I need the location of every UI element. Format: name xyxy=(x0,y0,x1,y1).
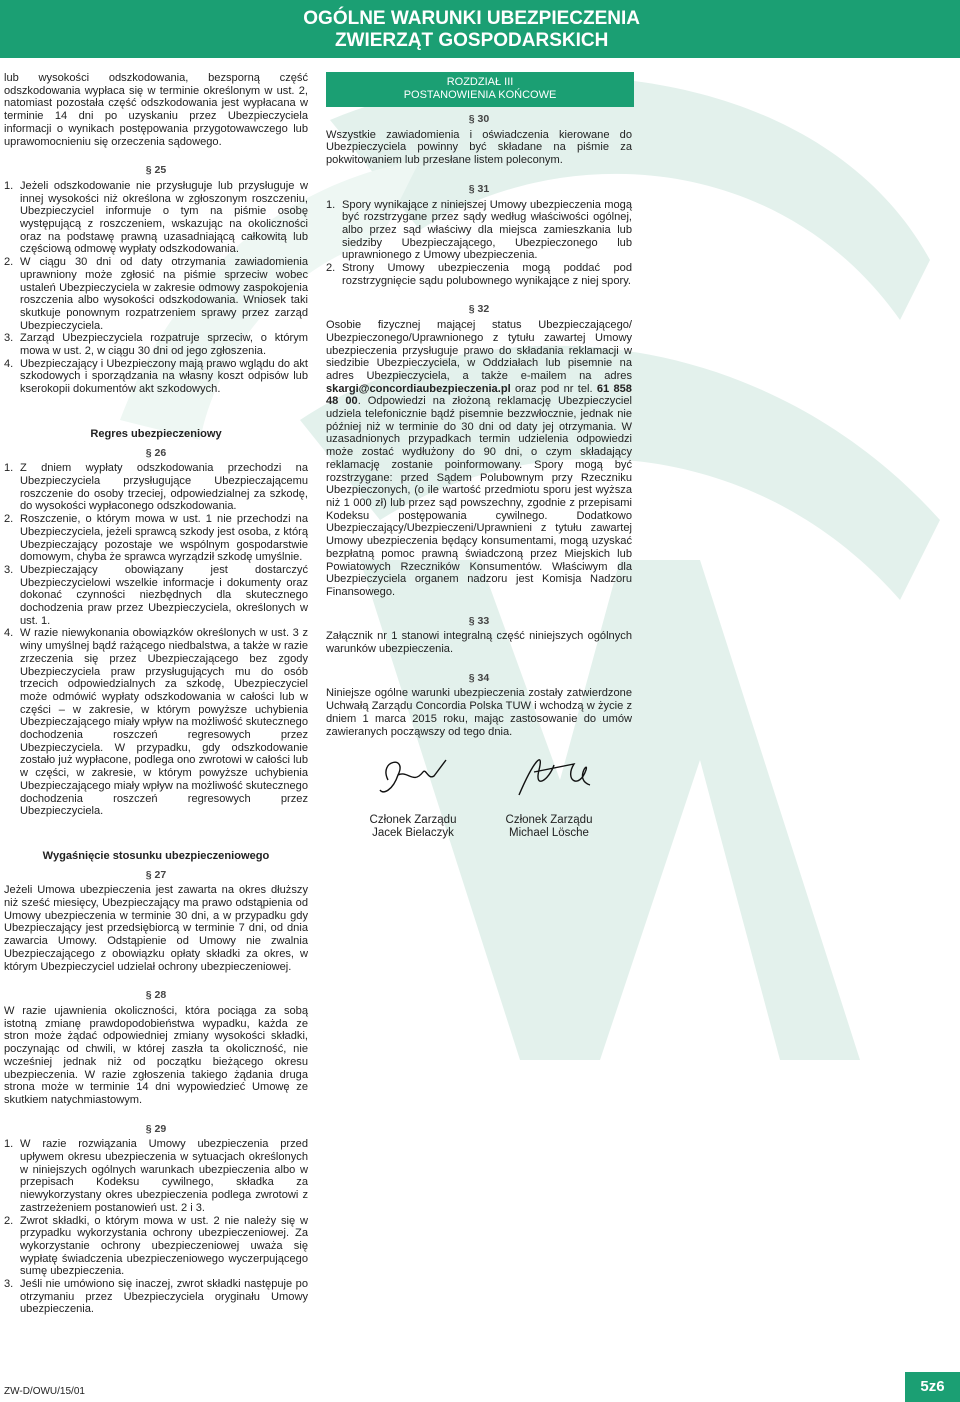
section-34-heading: § 34 xyxy=(468,671,490,684)
section-26-heading: § 26 xyxy=(145,446,167,459)
list-item: 2. Zwrot składki, o którym mowa w ust. 2 nie należy się w przypadku wykorzystania ochrony ubezpieczeniowej. Za wykorzystanie ochrony ubezpieczeniowej uważa się wypłatę świadczenia ubezpieczeniowego wyczerpującego sumę ubezpieczenia. xyxy=(4,1214,308,1278)
section-31-heading: § 31 xyxy=(468,182,490,195)
signature-block xyxy=(474,750,624,840)
wygasniecie-heading: Wygaśnięcie stosunku ubezpieczeniowego xyxy=(42,849,270,862)
document-code: ZW-D/OWU/15/01 xyxy=(4,1386,85,1397)
section-30-text: Wszystkie zawiadomienia i oświadczenia kierowane do Ubezpieczyciela powinny być składane na piśmie za pokwitowaniem lub przesłane listem poleconym. xyxy=(326,128,632,167)
list-item: 2. Strony Umowy ubezpieczenia mogą poddać pod rozstrzygnięcie sądu polubownego wynikające z niej spory. xyxy=(326,262,632,287)
list-item: 3. Zarząd Ubezpieczyciela rozpatruje sprzeciw, o którym mowa w ust. 2, w ciągu 30 dni od jego zgłoszenia. xyxy=(4,332,308,358)
list-item: 4. W razie niewykonania obowiązków określonych w ust. 3 z winy umyślnej bądź rażącego niedbalstwa, a także w razie zrzeczenia się przez Ubezpieczającego bez zgody Ubezpieczyciela praw przysługujących mu do osób trzecich odpowiedzialnych za szkodę, Ubezpieczyciel może odmówić wypłaty odszkodowania w całości lub w części – w zakresie, w którym powyższe uchybienia Ubezpieczającego miały wpływ na możliwość skutecznego dochodzenia roszczeń regresowych przez Ubezpieczyciela. W przypadku, gdy odszkodowanie zostało już wypłacone, podlega ono zwrotowi w całości lub w części, w zakresie, w którym powyższe uchybienia Ubezpieczającego miały wpływ na możliwość skutecznego dochodzenia roszczeń regresowych przez Ubezpieczyciela. xyxy=(4,627,308,818)
complaint-email[interactable]: skargi@concordiaubezpieczenia.pl xyxy=(326,382,511,395)
chapter-number: ROZDZIAŁ III xyxy=(446,76,514,88)
list-item: 1. Z dniem wypłaty odszkodowania przechodzi na Ubezpieczyciela przysługujące Ubezpieczającemu roszczenie do osoby trzeciej, odpowiedzialnej za szkodę, do wysokości wypłaconego odszkodowania. xyxy=(4,462,308,513)
section-33-text: Załącznik nr 1 stanowi integralną część niniejszych ogólnych warunków ubezpieczenia. xyxy=(326,630,632,656)
list-item: 3. Ubezpieczający obowiązany jest dostarczyć Ubezpieczycielowi wszelkie informacje i dokumenty oraz dokonać czynności niezbędnych dla skutecznego dochodzenia praw przez Ubezpieczyciela, określonych w ust. 1. xyxy=(4,563,308,627)
section-25-list xyxy=(4,180,308,396)
section-29-list xyxy=(4,1138,308,1316)
section-28-heading: § 28 xyxy=(145,989,167,1002)
section-30-heading: § 30 xyxy=(468,113,490,125)
signature-role: Członek Zarządu xyxy=(505,814,593,826)
list-item: 2. W ciągu 30 dni od daty otrzymania zawiadomienia uprawniony może zgłosić na piśmie sprzeciw wobec ustaleń Ubezpieczyciela w zakresie odmowy zaspokojenia roszczenia albo wysokości odszkodowania. Wniosek taki skutkuje ponownym rozpatrzeniem sprawy przez zarząd Ubezpieczyciela. xyxy=(4,256,308,332)
handwritten-signature-icon xyxy=(504,750,594,800)
title-line-1: OGÓLNE WARUNKI UBEZPIECZENIA xyxy=(303,8,640,29)
regres-heading: Regres ubezpieczeniowy xyxy=(90,427,222,440)
document-title xyxy=(303,8,640,52)
header-band xyxy=(0,0,960,58)
left-column xyxy=(4,72,308,1316)
list-item: 1. Jeżeli odszkodowanie nie przysługuje lub przysługuje w innej wysokości niż określona w zgłoszonym roszczeniu, Ubezpieczyciel informuje o tym na piśmie osobę występującą z roszczeniem, wskazując na okoliczności oraz na podstawę prawną uzasadniającą całkowitą lub częściową odmowę wypłaty odszkodowania. xyxy=(4,179,308,256)
chapter-box xyxy=(326,72,634,107)
section-29-heading: § 29 xyxy=(145,1122,167,1135)
section-26-list xyxy=(4,462,308,818)
signature-name: Michael Lösche xyxy=(509,827,589,839)
section-32-heading: § 32 xyxy=(468,303,490,316)
intro-paragraph: lub wysokości odszkodowania, bezsporną część odszkodowania wypłaca się w terminie określonym w ust. 2, natomiast pozostała część odszkodowania jest wypłacana w terminie 14 dni po uzyskaniu przez Ubezpieczyciela informacji o wynikach postępowania przygotowawczego lub uprawomocnieniu się orzeczenia sądowego. xyxy=(4,72,308,148)
section-34-text: Niniejsze ogólne warunki ubezpieczenia zostały zatwierdzone Uchwałą Zarządu Concordia Polska TUW i wchodzą w życie z dniem 1 marca 2015 roku, mając zastosowanie do umów zawieranych począwszy od tego dnia. xyxy=(326,687,632,738)
section-31-list xyxy=(326,199,632,288)
complaint-phone[interactable]: 61 858 48 00 xyxy=(326,382,632,408)
signature-name: Jacek Bielaczyk xyxy=(372,827,454,839)
list-item: 3. Jeśli nie umówiono się inaczej, zwrot składki następuje po otrzymaniu przez Ubezpieczyciela oryginału Umowy ubezpieczenia. xyxy=(4,1278,308,1316)
section-28-text: W razie ujawnienia okoliczności, która pociąga za sobą istotną zmianę prawdopodobieństwa wypadku, każda ze stron może żądać odpowiedniej zmiany wysokości składki, poczynając od chwili, w której zaszła ta okoliczność, nie wcześniej jednak niż od początku bieżącego okresu ubezpieczenia. W razie zgłoszenia takiego żądania druga strona może w terminie 14 dni wypowiedzieć Umowę ze skutkiem natychmiastowym. xyxy=(4,1005,308,1106)
page-number: 5z6 xyxy=(905,1372,960,1402)
section-25-heading: § 25 xyxy=(145,164,167,177)
section-33-heading: § 33 xyxy=(468,614,490,627)
section-27-heading: § 27 xyxy=(145,868,167,881)
list-item: 1. W razie rozwiązania Umowy ubezpieczenia przed upływem okresu ubezpieczenia w sytuacjach określonych w niniejszych ogólnych warunkach ubezpieczenia albo w przepisach Kodeksu cywilnego, składka za niewykorzystany okres ubezpieczenia podlega zwrotowi z zastrzeżeniem postanowień ust. 2 i 3. xyxy=(4,1138,308,1214)
signature-role: Członek Zarządu xyxy=(369,814,457,826)
signature-block xyxy=(338,750,488,840)
right-column xyxy=(326,72,632,738)
chapter-title: POSTANOWIENIA KOŃCOWE xyxy=(403,89,557,101)
section-27-text: Jeżeli Umowa ubezpieczenia jest zawarta na okres dłuższy niż sześć miesięcy, Ubezpieczający ma prawo odstąpienia od Umowy ubezpieczenia w terminie 30 dni, a w przypadku gdy Ubezpieczający jest przedsiębiorcą w terminie 7 dni, od dnia zawarcia Umowy. Odstąpienie od Umowy nie zwalnia Ubezpieczającego z obowiązku opłaty składki za okres, w którym Ubezpieczyciel udzielał ochrony ubezpieczeniowej. xyxy=(4,884,308,973)
section-32-text: Osobie fizycznej mającej status Ubezpieczającego/ Ubezpieczonego/Uprawnionego z tytułu zawartej Umowy ubezpieczenia przysługuje prawo do składania reklamacji w siedzibie Ubezpieczyciela, w Oddziałach lub pisemnie na adres Ubezpieczyciela, a także e-mailem na adres skargi@concordiaubezpieczenia.pl oraz pod nr tel. 61 858 48 00. Odpowiedzi na złożoną reklamację Ubezpieczyciel udziela telefonicznie bądź pisemnie bezzwłocznie, jednak nie później niż w terminie do 30 dni od daty jej otrzymania. W uzasadnionych przypadkach termin udzielenia odpowiedzi może zostać wydłużony do 90 dni, o czym składający reklamację zostanie poinformowany. Spory mogą być rozstrzygane: przed Sądem Polubownym przy Rzeczniku Ubezpieczonych, (o ile wartość przedmiotu sporu jest wyższa niż 1 000 zł) lub przez sąd powszechny, zgodnie z przepisami Kodeksu postępowania cywilnego. Dodatkowo Ubezpieczający/Ubezpieczeni/Uprawnieni z tytułu zawartej Umowy ubezpieczenia będący konsumentami, mogą uzyskać bezpłatną pomoc prawną świadczoną przez Miejskich lub Powiatowych Rzeczników Konsumentów. Właściwym dla Ubezpieczyciela organem nadzoru jest Komisja Nadzoru Finansowego. xyxy=(326,319,633,598)
list-item: 2. Roszczenie, o którym mowa w ust. 1 nie przechodzi na Ubezpieczyciela, jeżeli sprawcą szkody jest osoba, z którą Ubezpieczający pozostaje we wspólnym gospodarstwie domowym, chyba że sprawca wyrządził szkodę umyślnie. xyxy=(4,513,308,564)
title-line-2: ZWIERZĄT GOSPODARSKICH xyxy=(334,30,609,51)
list-item: 1. Spory wynikające z niniejszej Umowy ubezpieczenia mogą być rozstrzygane przez sądy według właściwości ogólnej, albo przez sąd właściwy dla miejsca zamieszkania lub siedziby Ubezpieczającego, Ubezpieczonego lub uprawnionego z Umowy ubezpieczenia. xyxy=(326,198,632,262)
list-item: 4. Ubezpieczający i Ubezpieczony mają prawo wglądu do akt szkodowych i sporządzania na własny koszt odpisów lub kserokopii dokumentów akt szkodowych. xyxy=(4,357,308,396)
handwritten-signature-icon xyxy=(368,750,458,800)
